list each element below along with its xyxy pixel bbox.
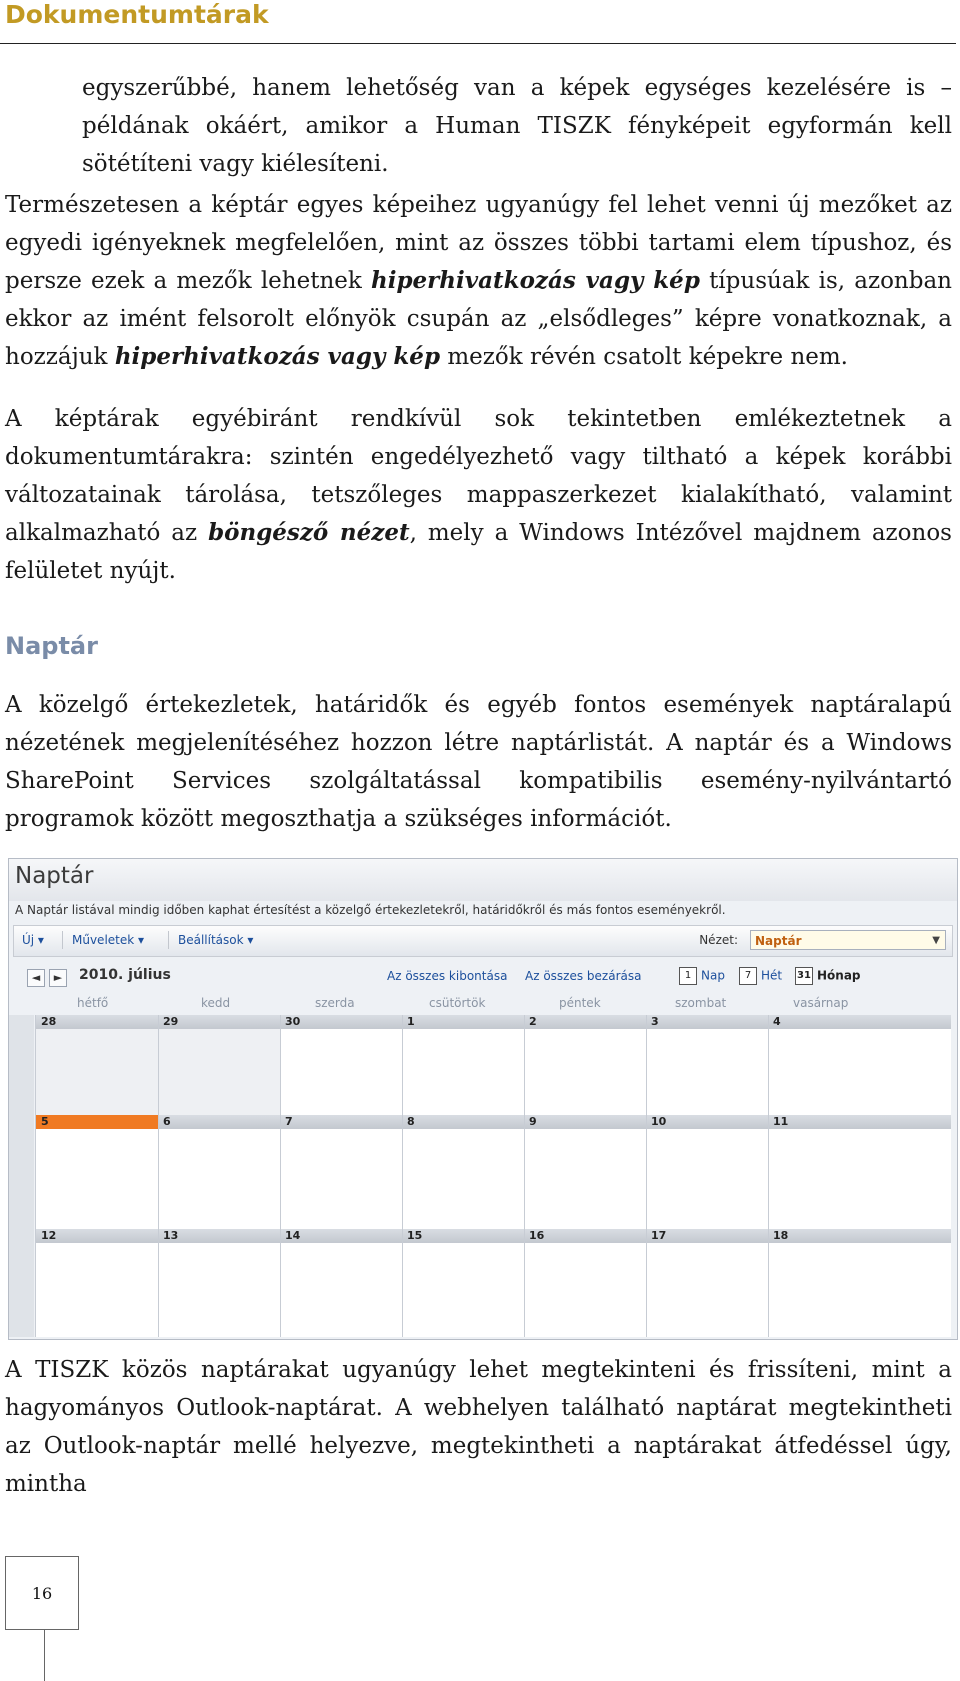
date-cell[interactable]: 1 <box>407 1015 415 1028</box>
day-view-button[interactable] <box>679 967 725 985</box>
paragraph-2-text: típusúak is, azonban ekkor az imént felsorolt előnyök csupán az „elsődleges” képre vonatkoznak, a hozzájuk <box>5 268 952 370</box>
date-cell[interactable]: 15 <box>407 1229 423 1242</box>
header-rule <box>0 43 956 44</box>
paragraph-3-text: A képtárak egyébiránt rendkívül sok tekintetben emlékeztetnek a dokumentumtárakra: szintén engedélyezhető vagy tiltható a képek korábbi változatainak tárolása, tetszőleges mappaszerkezet kialakítható, valamint alkalmazható az <box>5 406 952 546</box>
day-header: csütörtök <box>429 996 486 1010</box>
date-cell[interactable]: 18 <box>773 1229 789 1242</box>
date-cell[interactable]: 17 <box>651 1229 667 1242</box>
date-cell[interactable]: 10 <box>651 1115 667 1128</box>
page-number: 16 <box>5 1556 79 1630</box>
date-cell[interactable]: 2 <box>529 1015 537 1028</box>
chevron-down-icon: ▼ <box>932 935 940 946</box>
running-header-title: Dokumentumtárak <box>5 0 269 29</box>
settings-menu-button[interactable]: Beállítások ▾ <box>178 933 254 947</box>
paragraph-5: A TISZK közös naptárakat ugyanúgy lehet megtekinteni és frissíteni, mint a hagyományos Outlook-naptárat. A webhelyen található naptárat megtekintheti az Outlook-naptár mellé helyezve, megtekintheti a naptárakat átfedéssel úgy, mintha <box>5 1357 952 1497</box>
calendar-day-icon: 1 <box>679 967 697 985</box>
month-view-label: Hónap <box>817 968 861 983</box>
date-cell[interactable]: 30 <box>285 1015 301 1028</box>
day-view-label: Nap <box>701 968 725 983</box>
day-header: vasárnap <box>793 996 849 1010</box>
date-cell[interactable]: 4 <box>773 1015 781 1028</box>
column-divider <box>524 1015 525 1337</box>
week-selector-strip <box>9 1015 34 1337</box>
collapse-all-link[interactable]: Az összes bezárása <box>525 969 642 983</box>
view-select-value: Naptár <box>755 934 802 948</box>
column-divider <box>158 1015 159 1337</box>
day-header: péntek <box>559 996 601 1010</box>
day-header: szombat <box>675 996 727 1010</box>
date-cell[interactable]: 6 <box>163 1115 171 1128</box>
date-cell[interactable]: 28 <box>41 1015 57 1028</box>
paragraph-2 <box>5 186 952 376</box>
new-menu-button[interactable]: Új ▾ <box>22 933 44 947</box>
date-cell[interactable]: 12 <box>41 1229 57 1242</box>
day-header: hétfő <box>77 996 109 1010</box>
column-divider <box>768 1015 769 1337</box>
week-view-label: Hét <box>761 968 783 983</box>
paragraph-3-text: , mely a Windows Intézővel majdnem azonos felületet nyújt. <box>5 520 952 584</box>
date-cell[interactable]: 7 <box>285 1115 293 1128</box>
toolbar-divider <box>62 931 63 949</box>
date-cell[interactable]: 14 <box>285 1229 301 1242</box>
paragraph-2-text: Természetesen a képtár egyes képeihez ugyanúgy fel lehet venni új mezőket az egyedi igényeknek megfelelően, mint az összes többi tartami elem típushoz, és persze ezek a mezők lehetnek <box>5 192 952 294</box>
emphasis-hyperlink-or-image: hiperhivatkozás vagy kép <box>370 267 700 294</box>
section-heading: Naptár <box>5 632 98 660</box>
toolbar-divider <box>168 931 169 949</box>
calendar-screenshot <box>8 858 958 1340</box>
date-cell[interactable]: 11 <box>773 1115 789 1128</box>
paragraph-1: egyszerűbbé, hanem lehetőség van a képek egységes kezelésére is – példának okáért, amikor a Human TISZK fényképeit egyformán kell sötétíteni vagy kiélesíteni. <box>82 75 952 177</box>
date-cell[interactable]: 16 <box>529 1229 545 1242</box>
date-cell[interactable]: 8 <box>407 1115 415 1128</box>
expand-all-link[interactable]: Az összes kibontása <box>387 969 508 983</box>
column-divider <box>646 1015 647 1337</box>
paragraph-2-text: mezők révén csatolt képekre nem. <box>440 344 848 370</box>
emphasis-browser-view: böngésző nézet <box>208 519 410 546</box>
actions-menu-button[interactable]: Műveletek ▾ <box>72 933 145 947</box>
page-number-line <box>44 1630 45 1681</box>
paragraph-3 <box>5 400 952 590</box>
paragraph-4: A közelgő értekezletek, határidők és egyéb fontos események naptáralapú nézetének megjelenítéséhez hozzon létre naptárlistát. A naptár és a Windows SharePoint Services szolgáltatással kompatibilis esemény-nyilvántartó programok között megoszthatja a szükséges információt. <box>5 692 952 832</box>
date-cell[interactable]: 29 <box>163 1015 179 1028</box>
day-header: kedd <box>201 996 231 1010</box>
previous-month-button[interactable]: ◄ <box>27 969 45 987</box>
current-month-label: 2010. július <box>79 967 171 983</box>
next-month-button[interactable]: ► <box>49 969 67 987</box>
column-divider <box>402 1015 403 1337</box>
today-date-cell[interactable]: 5 <box>36 1115 158 1129</box>
month-grid <box>35 1015 951 1337</box>
calendar-toolbar <box>13 925 953 957</box>
column-divider <box>280 1015 281 1337</box>
view-label: Nézet: <box>699 933 738 947</box>
week-view-button[interactable] <box>739 967 782 985</box>
calendar-month-icon: 31 <box>795 967 813 985</box>
month-view-button[interactable] <box>795 967 861 985</box>
calendar-title: Naptár <box>15 863 94 889</box>
emphasis-hyperlink-or-image: hiperhivatkozás vagy kép <box>114 343 441 370</box>
view-select[interactable] <box>750 930 946 950</box>
date-cell[interactable]: 3 <box>651 1015 659 1028</box>
calendar-week-icon: 7 <box>739 967 757 985</box>
calendar-description: A Naptár listával mindig időben kaphat értesítést a közelgő értekezletekről, határidőkről és más fontos eseményekről. <box>15 903 726 917</box>
screenshot-header <box>9 859 957 901</box>
date-cell[interactable]: 13 <box>163 1229 179 1242</box>
date-cell[interactable]: 9 <box>529 1115 537 1128</box>
day-header: szerda <box>315 996 355 1010</box>
